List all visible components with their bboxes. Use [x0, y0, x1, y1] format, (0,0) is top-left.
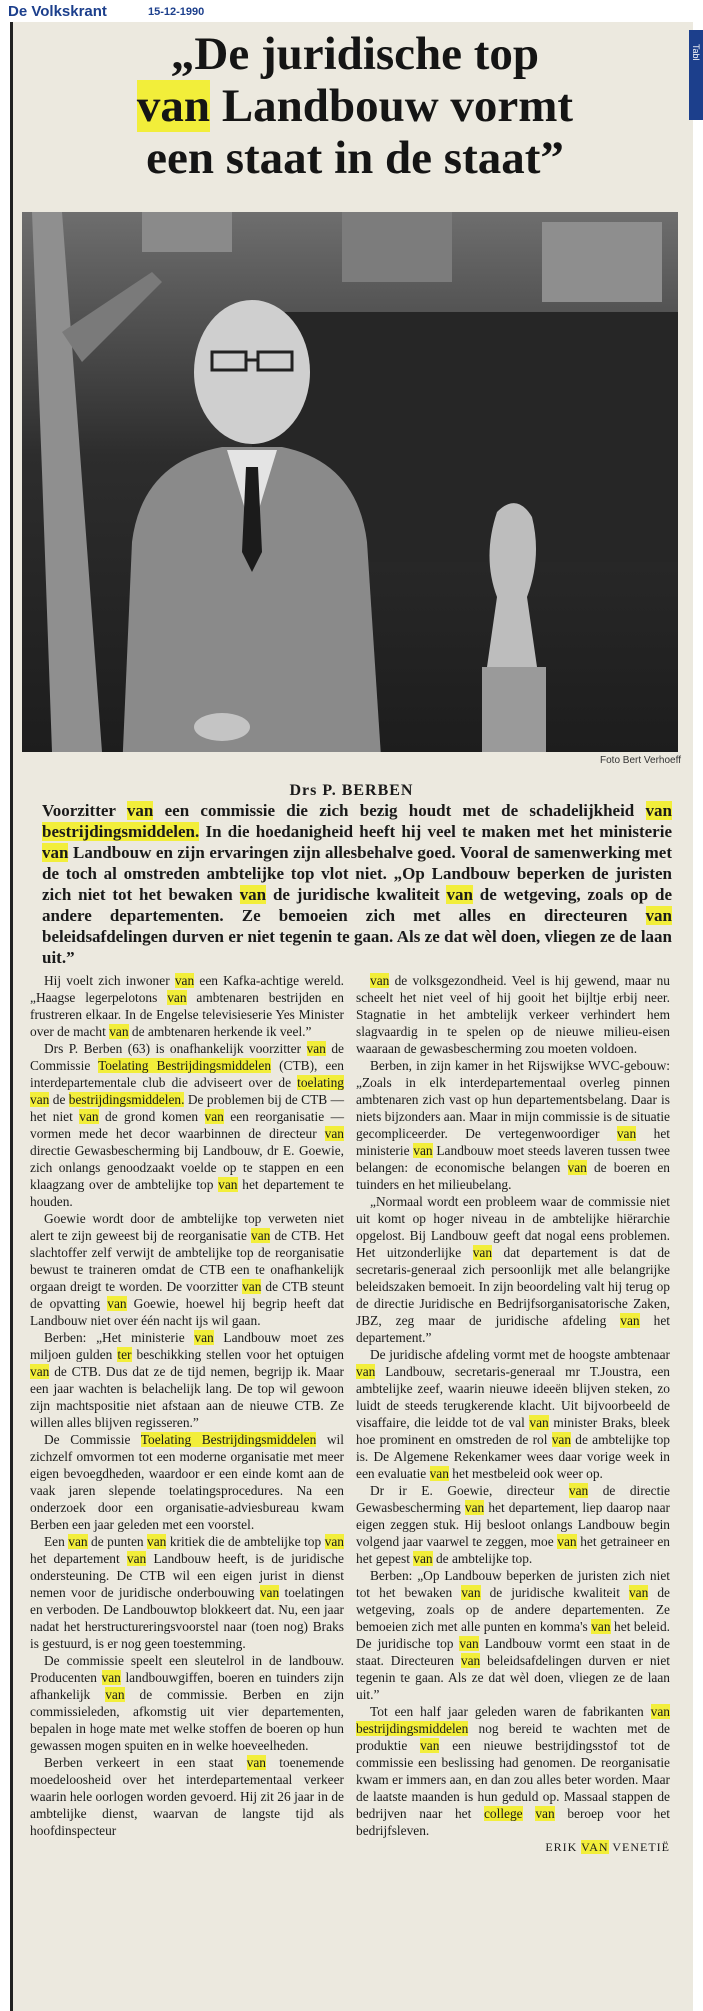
body-paragraph: van de volksgezondheid. Veel is hij gewend, maar nu scheelt het niet veel of hij gooit het bijltje erbij neer. Stagnatie in het ambtelijk verkeer verhindert hem slagvaardig in te spelen op de nieuwe milieu-eisen waaraan de gewasbescherming zou moeten voldoen. [356, 973, 670, 1056]
highlighted-term: van [413, 1143, 433, 1158]
headline [30, 28, 680, 184]
highlighted-term: van [242, 1279, 262, 1294]
highlighted-term: van [628, 1585, 649, 1600]
headline-line-2 [30, 80, 680, 132]
highlighted-term: van [461, 1585, 481, 1600]
body-paragraph: Dr ir E. Goewie, directeur van de directie Gewasbescherming van het departement, liep daarop naar eigen zeggen stuk. Hij besloot onlangs Landbouw begin volgend jaar vaarwel te zeggen, moe van het getraineer en het gepest van de ambtelijke top. [356, 1483, 670, 1566]
highlighted-term: bestrijdingsmiddelen. [68, 1092, 185, 1107]
highlighted-term: van [620, 1313, 640, 1328]
highlighted-term: van [306, 1041, 326, 1056]
highlighted-term: Toelating Bestrijdingsmiddelen [140, 1432, 317, 1447]
highlighted-term: van [101, 1670, 121, 1685]
body-paragraph: „Normaal wordt een probleem waar de commissie niet uit komt op hoger niveau in de ambtelijke hiërarchie opgelost. Bij Landbouw geeft dat nogal eens problemen. Het uitzonderlijke van dat departement is dat de secretaris-generaal zich persoonlijk met alle belangrijke beleidszaken bemoeit. In zijn beoordeling valt hij terug op de directie Juridische en Bedrijfsorganisatorische Zaken, JBZ, zeg maar de juridische afdeling van het departement.” [356, 1194, 670, 1345]
column-left [30, 972, 344, 2002]
highlighted-term: van [126, 1551, 147, 1566]
highlighted-term: bestrijdingsmiddelen. [42, 822, 200, 841]
highlighted-term: van [30, 1364, 50, 1379]
highlighted-term: van [218, 1177, 238, 1192]
highlighted-term: van [194, 1330, 214, 1345]
highlighted-term: van [645, 801, 672, 820]
highlighted-term: van [420, 1738, 440, 1753]
highlighted-term: van [551, 1432, 572, 1447]
highlighted-term: van [105, 1687, 125, 1702]
highlighted-term: van [460, 1653, 481, 1668]
highlighted-term: van [356, 1364, 376, 1379]
highlighted-term: van [126, 801, 154, 820]
highlighted-term: van [459, 1636, 479, 1651]
newspaper-name: De Volkskrant [8, 3, 107, 20]
highlighted-term: van [370, 973, 390, 988]
headline-line-3: een staat in de staat” [146, 132, 564, 184]
highlighted-term: van [251, 1228, 271, 1243]
highlighted-term: van [239, 885, 267, 904]
highlighted-term: van [616, 1126, 637, 1141]
body-paragraph: De commissie speelt een sleutelrol in de landbouw. Producenten van landbouwgiffen, boeren en tuinders zijn afhankelijk van de commissie. Berben en zijn commissieleden, afkomstig uit vier departementen, bepalen in hoge mate met welke stoffen de boeren op hun gewassen mogen spuiten en in welke hoeveelheden. [30, 1653, 345, 1753]
highlighted-term: van [324, 1126, 344, 1141]
highlighted-term: van [535, 1806, 555, 1821]
highlighted-term: van [529, 1415, 549, 1430]
highlighted-term: van [429, 1466, 449, 1481]
lead-paragraph: Voorzitter van een commissie die zich bezig houdt met de schadelijkheid van bestrijdingsmiddelen. In die hoedanigheid heeft hij veel te maken met het ministerie van Landbouw en zijn ervaringen zijn allesbehalve goed. Vooral de samenwerking met de toch al omstreden ambtelijke top vlot niet. „Op Landbouw beperken de juristen zich niet tot het bewaken van de juridische kwaliteit van de wetgeving, zoals op de andere departementen. Ze bemoeien zich met alles en directeuren van beleidsafdelingen durven er niet tegenin te gaan. Als ze dat wèl doen, vliegen ze de laan uit.” [42, 801, 672, 967]
portrait-photo-image [22, 212, 678, 752]
highlighted-term: college [483, 1806, 523, 1821]
body-paragraph: Goewie wordt door de ambtelijke top verweten niet alert te zijn geweest bij de reorganisatie van de CTB. Het slachtoffer zelf verwijt de ambtelijke top de reorganisatie bewust te traineren omdat de CTB een te onafhankelijk orgaan dreigt te worden. De voorzitter van de CTB steunt de opvatting van Goewie, hoewel hij begrip heeft dat Landbouw niet over één nacht ijs wil gaan. [30, 1211, 345, 1328]
body-paragraph: Een van de punten van kritiek die de ambtelijke top van het departement van Landbouw heeft, is de juridische ondersteuning. De CTB wil een eigen jurist in dienst nemen voor de juridische onderbouwing van toelatingen en verboden. De Landbouwtop blokkeert dat. Nu, een jaar nadat het herstructureringsvoorstel naar (toen nog) Braks is gestuurd, is er nog geen toestemming. [30, 1534, 345, 1651]
highlighted-term: van [79, 1109, 99, 1124]
body-paragraph: Hij voelt zich inwoner van een Kafka-achtige wereld. „Haagse legerpelotons van ambtenaren bestrijden en frustreren elkaar. In de Engelse televisieserie Yes Minister over de macht van de ambtenaren herkende ik veel.” [30, 973, 344, 1039]
highlighted-term: van [413, 1551, 433, 1566]
body-paragraph: Berben: „Op Landbouw beperken de juristen zich niet tot het bewaken van de juridische kwaliteit van de wetgeving, zoals op de andere departementen. Ze bemoeien zich met alle punten en komma's van het beleid. De juridische top van Landbouw vormt een staat in de staat. Directeuren van beleidsafdelingen durven er niet tegenin te gaan. Als ze dat wèl doen, vliegen ze de laan uit.” [356, 1568, 670, 1702]
body-paragraph: Berben: „Het ministerie van Landbouw moet zes miljoen gulden ter beschikking stellen voor het optuigen van de CTB. Dus dat ze de tijd nemen, begrijp ik. Maar een jaar wachten is belachelijk lang. De top wil gewoon zijn machtspositie niet afstaan aan de nieuwe CTB. Ze willen alles blijven regisseren.” [30, 1330, 345, 1430]
author-byline: ERIK VAN VENETIË [545, 1840, 670, 1854]
highlighted-term: van [167, 990, 187, 1005]
side-tab-label: Tabl [691, 44, 701, 61]
highlighted-term: van [567, 1160, 587, 1175]
body-paragraph: Berben verkeert in een staat van toenemende moedeloosheid over het interdepartementaal verkeer waarin hele oorlogen worden gevoerd. Hij zit 26 jaar in de ambtelijke dienst, waarvan de langste tijd als hoofdinspecteur [30, 1755, 344, 1838]
headline-highlight: van [136, 80, 211, 132]
highlighted-term: van [446, 885, 473, 904]
article-body [30, 972, 670, 2002]
highlighted-term: van [30, 1092, 50, 1107]
body-paragraph: Tot een half jaar geleden waren de fabrikanten van bestrijdingsmiddelen nog bereid te wachten met de produktie van een nieuwe bestrijdingsstof tot de commissie een beslissing had genomen. De reorganisatie kwam er immers aan, en dan zou alles beter worden. Maar de laatste maanden is hun geduld op. Massaal stappen de bedrijven naar het college van beroep voor het bedrijfsleven. [356, 1704, 670, 1838]
highlighted-term: van [591, 1619, 611, 1634]
highlighted-term: van [109, 1024, 129, 1039]
highlighted-term: ter [117, 1347, 132, 1362]
highlighted-term: van [174, 973, 195, 988]
highlighted-term: van [42, 843, 69, 862]
highlighted-term: van [464, 1500, 485, 1515]
highlighted-term: van [204, 1109, 224, 1124]
highlighted-term: Toelating Bestrijdingsmiddelen [98, 1058, 272, 1073]
body-paragraph: De Commissie Toelating Bestrijdingsmiddelen wil zichzelf omvormen tot een moderne organisatie met meer eigen bevoegdheden, waardoor er een einde komt aan de vaak jaren slepende toelatingsprocedures. Na een onderzoek door een organisatie-adviesbureau kwam Berben een jaar geleden met een voorstel. [30, 1432, 344, 1532]
highlighted-term: VAN [581, 1840, 609, 1854]
masthead [0, 0, 703, 24]
photo-credit: Foto Bert Verhoeff [600, 755, 681, 766]
highlighted-term: van [557, 1534, 577, 1549]
column-right [356, 972, 670, 2002]
highlighted-term: van [107, 1296, 127, 1311]
highlighted-term: van [568, 1483, 589, 1498]
highlighted-term: van [259, 1585, 280, 1600]
interviewee-name: Drs P. BERBEN [289, 782, 414, 799]
highlighted-term: van [147, 1534, 167, 1549]
highlighted-term: van [324, 1534, 344, 1549]
highlighted-term: toelating [297, 1075, 344, 1090]
body-paragraph: Berben, in zijn kamer in het Rijswijkse WVC-gebouw: „Zoals in elk interdepartementaal overleg pinnen ambtenaren zich vast op hun departementsbelang. Daar is niets bijzonders aan. Maar in mijn commissie is de situatie gecompliceerder. De vertegenwoordiger van het ministerie van Landbouw moet steeds laveren tussen twee belangen: de economische belangen van de boeren en tuinders en het milieubelang. [356, 1058, 670, 1192]
highlighted-term: van [645, 906, 672, 925]
headline-line-2-rest: Landbouw vormt [210, 80, 574, 132]
highlighted-term: van [650, 1704, 670, 1719]
side-tab[interactable] [689, 30, 703, 120]
highlighted-term: van [68, 1534, 88, 1549]
body-paragraph: Drs P. Berben (63) is onafhankelijk voorzitter van de Commissie Toelating Bestrijdingsmiddelen (CTB), een interdepartementale club die adviseert over de toelating van de bestrijdingsmiddelen. De problemen bij de CTB — het niet van de grond komen van een reorganisatie — vormen mede het decor waarbinnen de directeur van directie Gewasbescherming bij Landbouw, dr E. Goewie, zich onlangs genoodzaakt voelde op te stappen en een klaagzang over de ambtelijke top van het departement te houden. [30, 1041, 344, 1209]
headline-line-1: „De juridische top [170, 28, 540, 80]
body-paragraph: De juridische afdeling vormt met de hoogste ambtenaar van Landbouw, secretaris-generaal mr T.Joustra, een ambtelijke zeef, waarin nieuwe ideeën blijven steken, zo luidt de steeds terugkerende klacht. Uit bijvoorbeeld de visaffaire, die leidde tot de val van minister Braks, bleek hoe prominent en omstreden de rol van de ambtelijke top is. De Algemene Rekenkamer wees daar vorige week in een evaluatie van het mestbeleid ook weer op. [356, 1347, 670, 1481]
publication-date: 15-12-1990 [148, 6, 205, 18]
portrait-photo [22, 212, 678, 752]
highlighted-term: van [246, 1755, 266, 1770]
highlighted-term: bestrijdingsmiddelen [356, 1721, 469, 1736]
highlighted-term: van [472, 1245, 493, 1260]
